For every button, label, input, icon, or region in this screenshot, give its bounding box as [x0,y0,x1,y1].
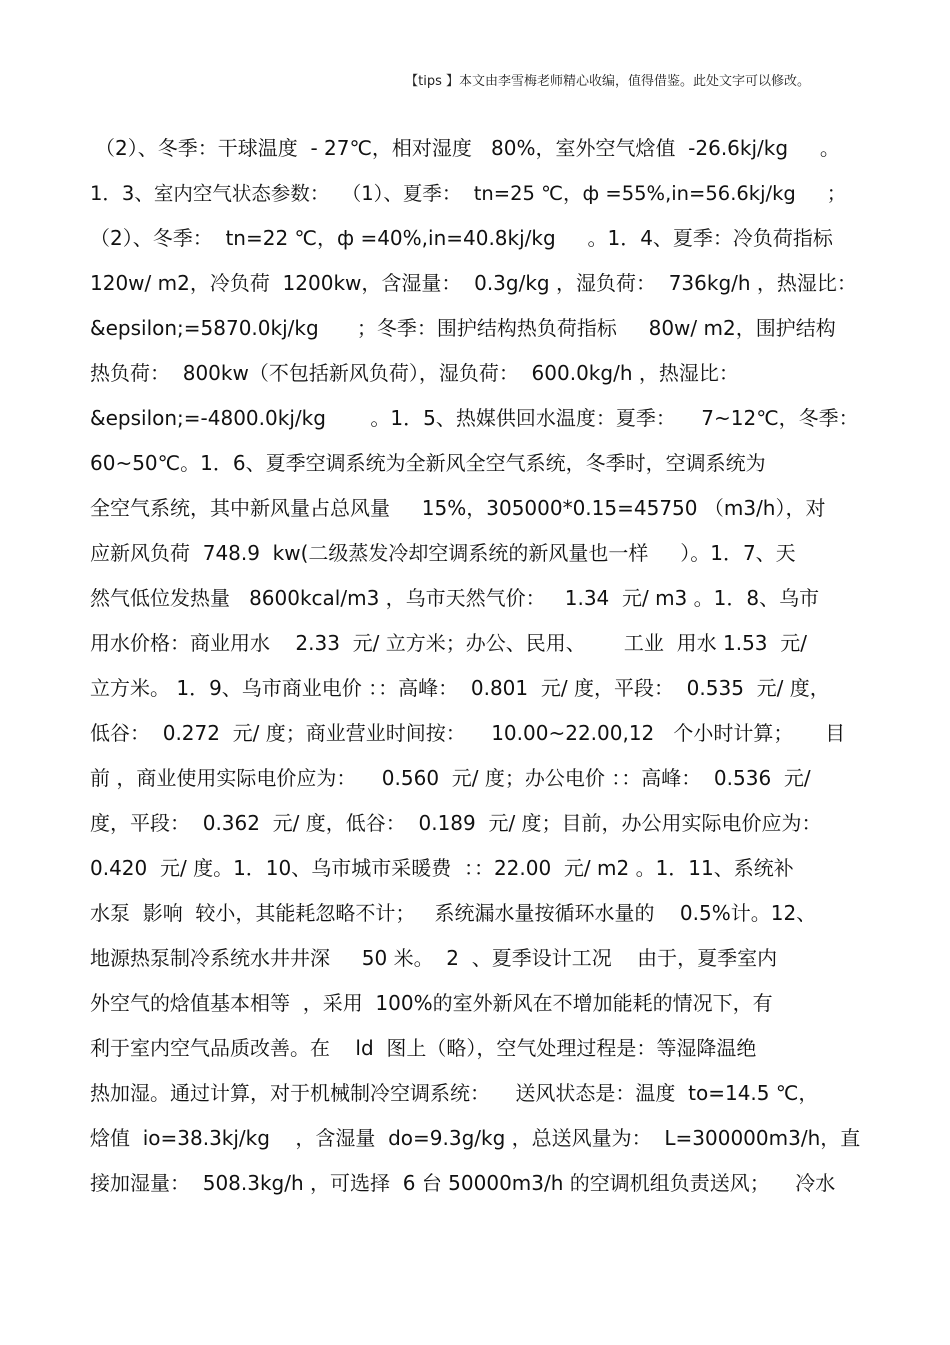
text-line: 1．3、室内空气状态参数： （1）、夏季： tn=25 ℃，ф =55%,in=56.6kj/kg ； [90,182,847,205]
tips-header: 【tips 】本文由李雪梅老师精心收编，值得借鉴。此处文字可以修改。 [405,74,810,89]
text-line: &epsilon;=5870.0kj/kg ；冬季：围护结构热负荷指标 80w/ m2，围护结构 [90,316,836,340]
text-line: 焓值 io=38.3kj/kg ，含湿量 do=9.3g/kg ，总送风量为： L=300000m3/h，直 [90,1126,861,1150]
text-line: 然气低位发热量 8600kcal/m3 ，乌市天然气价： 1.34 元/ m3 。1．8、乌市 [90,586,820,610]
text-line: 用水价格：商业用水 2.33 元/ 立方米；办公、民用、 工业 用水 1.53 元/ [90,631,807,655]
text-line: 0.420 元/ 度。1．10、乌市城市采暖费 ：：22.00 元/ m2 。1．11、系统补 [90,856,794,880]
text-line: 地源热泵制冷系统水井井深 50 米。 2 、夏季设计工况 由于，夏季室内 [90,946,778,970]
text-line: 全空气系统，其中新风量占总风量 15%，305000*0.15=45750 （m3/h），对 [90,496,826,520]
text-line: 60~50℃。1．6、夏季空调系统为全新风全空气系统，冬季时，空调系统为 [90,451,766,475]
text-line: 立方米。 1．9、乌市商业电价 ：：高峰： 0.801 元/ 度，平段： 0.535 元/ 度， [90,676,830,700]
text-line: 热负荷： 800kw（不包括新风负荷），湿负荷： 600.0kg/h ，热湿比： [90,361,739,385]
text-line: &epsilon;=-4800.0kj/kg 。1．5、热媒供回水温度：夏季： 7~12℃，冬季： [90,406,859,430]
text-line: 接加湿量： 508.3kg/h ，可选择 6 台 50000m3/h 的空调机组负责送风； 冷水 [90,1171,836,1195]
text-line: 120w/ m2，冷负荷 1200kw，含湿量： 0.3g/kg ，湿负荷： 736kg/h ，热湿比： [90,271,857,295]
text-line: 应新风负荷 748.9 kw(二级蒸发冷却空调系统的新风量也一样 ）。1．7、天 [90,541,796,565]
text-line: 前 ，商业使用实际电价应为： 0.560 元/ 度；办公电价 ：：高峰： 0.536 元/ [90,766,811,790]
text-line: （2）、冬季： tn=22 ℃，ф =40%,in=40.8kj/kg 。1．4、夏季：冷负荷指标 [90,226,833,250]
text-line: 水泵 影响 较小，其能耗忽略不计； 系统漏水量按循环水量的 0.5%计。12、 [90,901,817,925]
text-line: 低谷： 0.272 元/ 度；商业营业时间按： 10.00~22.00,12 个小时计算； 目 [90,721,846,745]
text-line: （2）、冬季：干球温度 - 27℃，相对湿度 80%，室外空气焓值 -26.6kj/kg 。 [95,136,840,160]
text-line: 利于室内空气品质改善。在 ld 图上（略），空气处理过程是：等湿降温绝 [90,1036,757,1060]
text-line: 外空气的焓值基本相等 ，采用 100%的室外新风在不增加能耗的情况下，有 [90,991,773,1015]
document-body [90,126,862,1206]
text-line: 热加湿。通过计算，对于机械制冷空调系统： 送风状态是：温度 to=14.5 ℃， [90,1081,819,1105]
text-line: 度，平段： 0.362 元/ 度，低谷： 0.189 元/ 度；目前，办公用实际电价应为： [90,811,822,835]
